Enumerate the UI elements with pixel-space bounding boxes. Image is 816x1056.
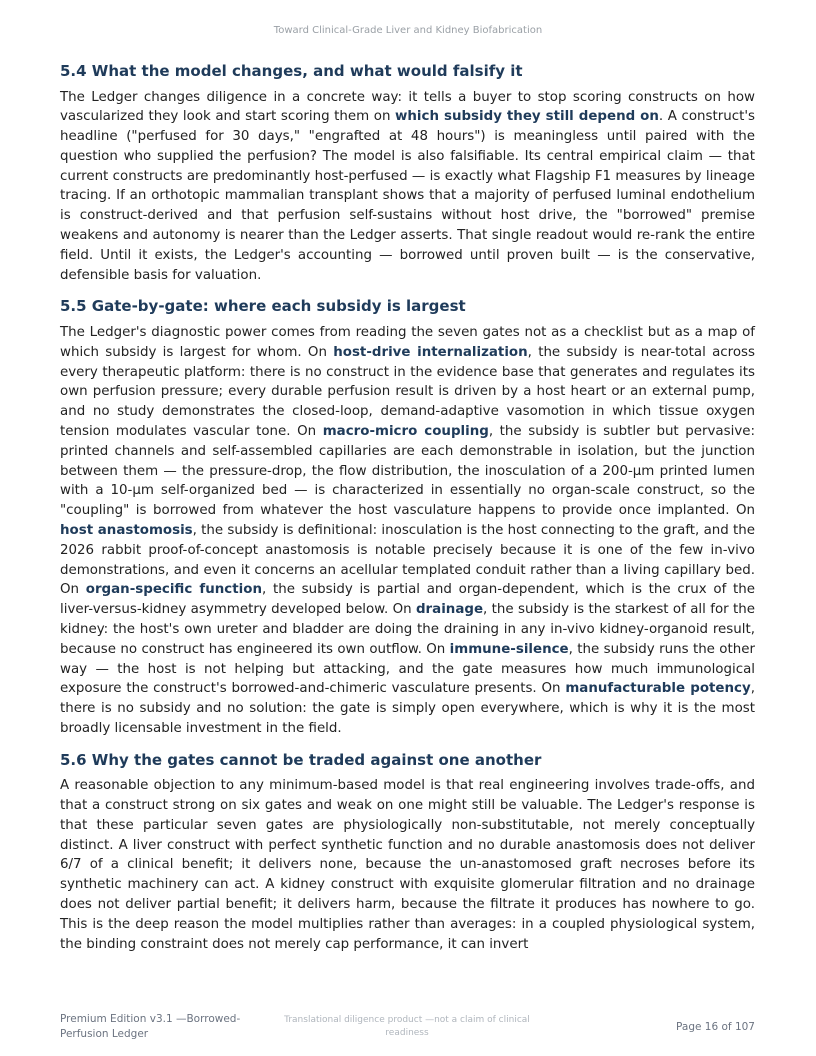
text-run: The Ledger's diagnostic power comes from reading the seven gates not as a checklist but as a map of which subsidy is largest for whom. On (60, 324, 755, 360)
emphasized-term: drainage (415, 602, 484, 618)
body-paragraph (60, 776, 755, 954)
text-run: , there is no subsidy and no solution: the gate is simply open everywhere, which is why it is the most broadly licensable investment in the field. (60, 681, 755, 736)
footer-edition: Premium Edition v3.1 —Borrowed-Perfusion Ledger (60, 1013, 241, 1040)
emphasized-term: host anastomosis (60, 522, 193, 538)
page-number: Page 16 of 107 (676, 1021, 755, 1033)
text-run: , the subsidy is subtler but pervasive: printed channels and self-assembled capillaries are each demonstrable in isolation, but the junction between them — the pressure-drop, the flow distribution, the inosculation of a 200-μm printed lumen with a 10-μm self-organized bed — is characterized in essentially no organ-scale construct, so the "coupling" is borrowed from whatever the host vasculature happens to provide once implanted. On (60, 423, 756, 519)
text-run: , the subsidy is the starkest of all for the kidney: the host's own ureter and bladder are doing the draining in any in-vivo kidney-organoid result, because no construct has engineered its own outflow. On (60, 602, 755, 657)
emphasized-term: manufacturable potency (565, 681, 751, 697)
text-run: , the subsidy runs the other way — the host is not helping but attacking, and the gate measures how much immunological exposure the construct's borrowed-and-chimeric vasculature presents. On (60, 641, 755, 697)
emphasized-term: organ-specific function (85, 582, 262, 598)
text-run: , the subsidy is near-total across every therapeutic platform: there is no construct in the evidence base that generates and regulates its own perfusion pressure; every durable perfusion result is driven by a host heart or an external pump, and no study demonstrates the closed-loop, demand-adaptive vasomotion in which tissue oxygen tension modulates vascular tone. On (60, 344, 755, 439)
section-5-5 (60, 297, 755, 738)
section-5-6 (60, 751, 755, 955)
emphasized-term: macro-micro coupling (322, 423, 489, 439)
footer-disclaimer: Translational diligence product —not a claim of clinical readiness (284, 1015, 530, 1038)
text-run: A reasonable objection to any minimum-based model is that real engineering involves trade-offs, and that a construct strong on six gates and weak on one might still be valuable. The Ledger's response is that these particular seven gates are physiologically non-substitutable, not merely conceptually distinct. A liver construct with perfect synthetic function and no durable anastomosis does not deliver 6/7 of a clinical benefit; it delivers none, because the un-anastomosed graft necroses before its synthetic machinery can act. A kidney construct with exquisite glomerular filtration and no drainage does not deliver partial benefit; it delivers harm, because the filtrate it produces has nowhere to go. This is the deep reason the model multiplies rather than averages: in a coupled physiological system, the binding constraint does not merely cap performance, it can invert (60, 778, 755, 952)
text-run: , the subsidy is definitional: inosculation is the host connecting to the graft, and the 2026 rabbit proof-of-concept anastomosis is notable precisely because it is one of the few in-vivo demonstrations, and even it concerns an acellular templated conduit rather than a living capillary bed. On (60, 522, 756, 598)
page-footer (60, 1012, 755, 1042)
body-paragraph (60, 88, 755, 286)
page-body (60, 62, 755, 954)
section-heading: 5.5 Gate-by-gate: where each subsidy is largest (60, 297, 466, 316)
text-run: . A construct's headline ("perfused for 30 days," "engrafted at 48 hours") is meaningless until paired with the question who supplied the perfusion? The model is also falsifiable. Its central empirical claim — that current constructs are predominantly host-perfused — is exactly what Flagship F1 measures by lineage tracing. If an orthotopic mammalian transplant shows that a majority of perfused luminal endothelium is construct-derived and that perfusion self-sustains without host drive, the "borrowed" premise weakens and autonomy is nearer than the Ledger asserts. That single readout would re-rank the entire field. Until it exists, the Ledger's accounting — borrowed until proven built — is the conservative, defensible basis for valuation. (60, 109, 755, 283)
section-heading: 5.4 What the model changes, and what would falsify it (60, 62, 523, 80)
section-heading: 5.6 Why the gates cannot be traded against one another (60, 750, 542, 769)
emphasized-term: which subsidy they still depend on (395, 109, 659, 125)
running-header: Toward Clinical-Grade Liver and Kidney Biofabrication (273, 25, 543, 36)
section-5-4 (60, 62, 755, 285)
body-paragraph (60, 323, 755, 739)
text-run: The Ledger changes diligence in a concrete way: it tells a buyer to stop scoring constructs on how vascularized they look and start scoring them on (60, 89, 755, 125)
text-run: , the subsidy is partial and organ-dependent, which is the crux of the liver-versus-kidney asymmetry developed below. On (60, 582, 755, 618)
emphasized-term: host-drive internalization (333, 344, 528, 360)
emphasized-term: immune-silence (449, 641, 569, 657)
